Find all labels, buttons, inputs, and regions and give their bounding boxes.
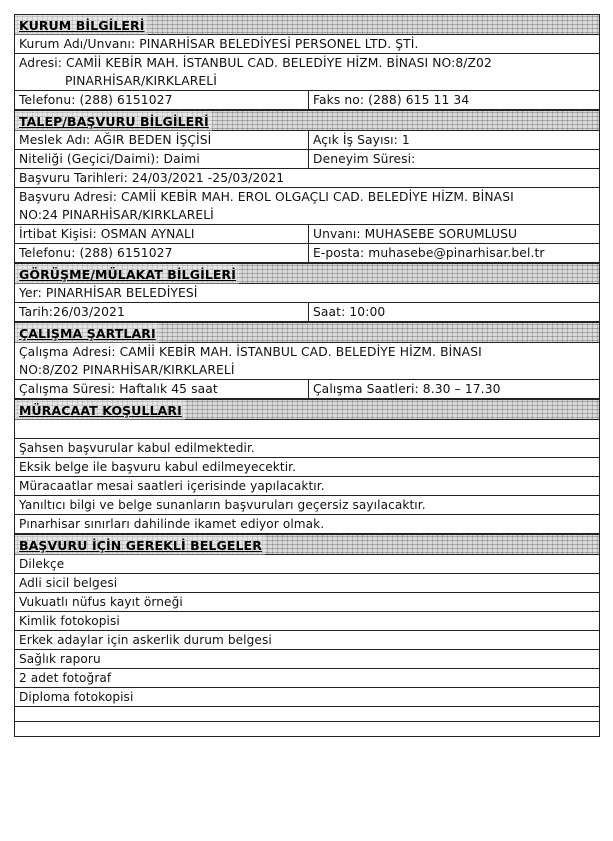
calisma-adres-line1: Çalışma Adresi: CAMİİ KEBİR MAH. İSTANBUL CAD. BELEDİYE HİZM. BİNASI — [19, 345, 482, 359]
gorusme-saat: Saat: 10:00 — [313, 305, 386, 319]
empty-row — [14, 722, 600, 737]
muracaat-text: Müracaatlar mesai saatleri içerisinde yapılacaktır. — [19, 479, 325, 493]
talep-nitelik-row — [14, 150, 600, 169]
belge-text: Vukuatlı nüfus kayıt örneği — [19, 595, 183, 609]
belge-item — [14, 688, 600, 707]
belge-item — [14, 631, 600, 650]
belge-text: Kimlik fotokopisi — [19, 614, 120, 628]
talep-adres-row — [14, 188, 600, 225]
talep-irtibat: İrtibat Kişisi: OSMAN AYNALI — [15, 225, 309, 243]
section-title: TALEP/BAŞVURU BİLGİLERİ — [15, 111, 212, 131]
talep-telefon: Telefonu: (288) 6151027 — [15, 244, 309, 262]
belge-text: 2 adet fotoğraf — [19, 671, 112, 685]
calisma-adres-row — [14, 343, 600, 380]
section-title: MÜRACAAT KOŞULLARI — [15, 400, 185, 420]
belge-item — [14, 669, 600, 688]
section-title: GÖRÜŞME/MÜLAKAT BİLGİLERİ — [15, 264, 239, 284]
section-header-talep — [14, 110, 600, 131]
belge-text: Sağlık raporu — [19, 652, 101, 666]
belge-item — [14, 593, 600, 612]
belge-text: Diploma fotokopisi — [19, 690, 134, 704]
section-header-calisma — [14, 322, 600, 343]
talep-meslek-row — [14, 131, 600, 150]
kurum-adres-line1: Adresi: CAMİİ KEBİR MAH. İSTANBUL CAD. BELEDİYE HİZM. BİNASI NO:8/Z02 — [19, 56, 492, 70]
kurum-contact-row — [14, 91, 600, 110]
talep-meslek: Meslek Adı: AĞIR BEDEN İŞÇİSİ — [15, 131, 309, 149]
kurum-adres-line2: PINARHİSAR/KIRKLARELİ — [65, 74, 217, 88]
kurum-telefon: Telefonu: (288) 6151027 — [15, 91, 309, 109]
belge-text: Dilekçe — [19, 557, 65, 571]
muracaat-item — [14, 439, 600, 458]
belge-item — [14, 574, 600, 593]
section-header-belgeler — [14, 534, 600, 555]
section-header-muracaat — [14, 399, 600, 420]
muracaat-text: Pınarhisar sınırları dahilinde ikamet ediyor olmak. — [19, 517, 325, 531]
muracaat-item — [14, 515, 600, 534]
kurum-unvan: Kurum Adı/Unvanı: PINARHİSAR BELEDİYESİ PERSONEL LTD. ŞTİ. — [19, 37, 419, 51]
gorusme-yer-row — [14, 284, 600, 303]
gorusme-tarih: Tarih:26/03/2021 — [15, 303, 309, 321]
job-posting-form — [14, 14, 600, 737]
empty-row — [14, 707, 600, 722]
belge-text: Adli sicil belgesi — [19, 576, 118, 590]
talep-adres-line2: NO:24 PINARHİSAR/KIRKLARELİ — [19, 208, 214, 222]
talep-deneyim: Deneyim Süresi: — [313, 152, 416, 166]
calisma-adres-line2: NO:8/Z02 PINARHİSAR/KIRKLARELİ — [19, 363, 235, 377]
muracaat-item — [14, 458, 600, 477]
talep-niteligi: Niteliği (Geçici/Daimi): Daimi — [15, 150, 309, 168]
talep-unvani: Unvanı: MUHASEBE SORUMLUSU — [313, 227, 518, 241]
calisma-sure-row — [14, 380, 600, 399]
kurum-adres-row — [14, 54, 600, 91]
muracaat-text: Eksik belge ile başvuru kabul edilmeyecektir. — [19, 460, 297, 474]
belge-text: Erkek adaylar için askerlik durum belgesi — [19, 633, 272, 647]
muracaat-text: Yanıltıcı bilgi ve belge sunanların başvuruları geçersiz sayılacaktır. — [19, 498, 426, 512]
section-title: BAŞVURU İÇİN GEREKLİ BELGELER — [15, 535, 265, 555]
muracaat-item — [14, 477, 600, 496]
gorusme-yer: Yer: PINARHİSAR BELEDİYESİ — [19, 286, 198, 300]
muracaat-item — [14, 496, 600, 515]
belge-item — [14, 650, 600, 669]
talep-irtibat-row — [14, 225, 600, 244]
muracaat-item — [14, 420, 600, 439]
kurum-unvan-row — [14, 35, 600, 54]
section-title: ÇALIŞMA ŞARTLARI — [15, 323, 159, 343]
calisma-saatler: Çalışma Saatleri: 8.30 – 17.30 — [313, 382, 501, 396]
section-title: KURUM BİLGİLERİ — [15, 15, 148, 35]
belge-item — [14, 555, 600, 574]
talep-adres-line1: Başvuru Adresi: CAMİİ KEBİR MAH. EROL OLGAÇLI CAD. BELEDİYE HİZM. BİNASI — [19, 190, 514, 204]
muracaat-text: Şahsen başvurular kabul edilmektedir. — [19, 441, 255, 455]
talep-tarihler: Başvuru Tarihleri: 24/03/2021 -25/03/2021 — [19, 171, 285, 185]
talep-contact-row — [14, 244, 600, 263]
talep-eposta: E-posta: muhasebe@pinarhisar.bel.tr — [313, 246, 545, 260]
kurum-faks: Faks no: (288) 615 11 34 — [313, 93, 470, 107]
section-header-gorusme — [14, 263, 600, 284]
section-header-kurum — [14, 14, 600, 35]
calisma-sure: Çalışma Süresi: Haftalık 45 saat — [15, 380, 309, 398]
talep-tarih-row — [14, 169, 600, 188]
belge-item — [14, 612, 600, 631]
gorusme-tarih-row — [14, 303, 600, 322]
talep-acik-is: Açık İş Sayısı: 1 — [313, 133, 410, 147]
